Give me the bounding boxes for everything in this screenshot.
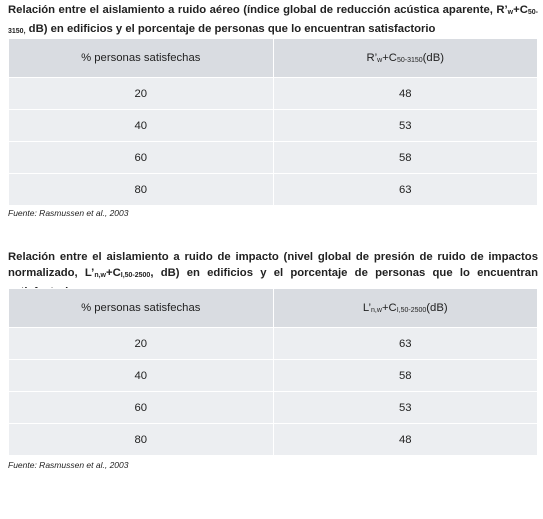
- table1-header-db: $R’_w+C_{50-3150}(dB)$: [273, 39, 538, 78]
- table2-header-pct: % personas satisfechas: [9, 289, 274, 328]
- table1-section: [8, 2, 538, 40]
- table2-cell-pct: 20: [9, 328, 274, 360]
- table1-cell-db: 58: [273, 142, 538, 174]
- table-row: [9, 142, 538, 174]
- table1-source: Fuente: Rasmussen et al., 2003: [8, 208, 129, 218]
- table-row: [9, 424, 538, 456]
- table2: [8, 288, 538, 456]
- table2-cell-db: 58: [273, 360, 538, 392]
- table2-cell-db: 53: [273, 392, 538, 424]
- table1-cell-pct: 40: [9, 110, 274, 142]
- table1-cell-db: 48: [273, 78, 538, 110]
- table-row: [9, 110, 538, 142]
- table1-cell-pct: 80: [9, 174, 274, 206]
- table-row: [9, 174, 538, 206]
- table1-cell-pct: 20: [9, 78, 274, 110]
- table-row: [9, 360, 538, 392]
- table2-cell-pct: 80: [9, 424, 274, 456]
- table1-source-wrap: [8, 208, 538, 218]
- table-row: [9, 78, 538, 110]
- table1: [8, 38, 538, 206]
- table2-cell-pct: 60: [9, 392, 274, 424]
- table2-source-wrap: [8, 460, 538, 470]
- table2-header-db: $L’_{n,w}+C_{I,50-2500}(dB)$: [273, 289, 538, 328]
- table1-cell-db: 53: [273, 110, 538, 142]
- table2-container: [8, 288, 538, 456]
- table2-caption: Relación entre el aislamiento a ruido de impacto (nivel global de presión de ruido de impactos normalizado, $L’_{n,w}+C_{I,50-2500}$, dB) en edificios y el porcentaje de personas que lo encuentran: [8, 251, 538, 279]
- table-row: [9, 328, 538, 360]
- table2-source: Fuente: Rasmussen et al., 2003: [8, 460, 129, 470]
- table2-cell-db: 63: [273, 328, 538, 360]
- table1-cell-pct: 60: [9, 142, 274, 174]
- table1-container: [8, 38, 538, 206]
- table1-caption: Relación entre el aislamiento a ruido aéreo (índice global de reducción acústica aparente, $R’_w+C_{50-3150,}$ dB) en edificios y el porcentaje de personas que lo encuentran satisfactorio: [8, 4, 538, 35]
- table1-cell-db: 63: [273, 174, 538, 206]
- table1-header-pct: % personas satisfechas: [9, 39, 274, 78]
- table2-cell-pct: 40: [9, 360, 274, 392]
- table-row: [9, 392, 538, 424]
- table2-cell-db: 48: [273, 424, 538, 456]
